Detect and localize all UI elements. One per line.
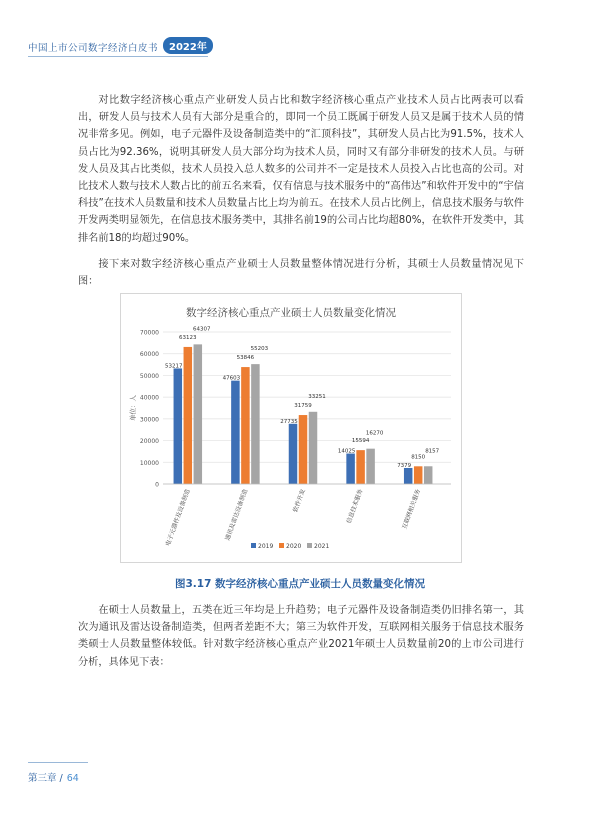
x-tick-label: 软件开发: [292, 488, 307, 514]
legend-label: 2021: [314, 543, 330, 550]
data-label: 31759: [294, 403, 312, 410]
y-tick-label: 30000: [139, 416, 159, 424]
header-divider: [28, 56, 208, 57]
y-tick-label: 60000: [139, 351, 159, 359]
figure-caption: 图3.17 数字经济核心重点产业硕士人员数量变化情况: [174, 578, 426, 590]
data-label: 55203: [250, 346, 269, 353]
x-tick-label: 互联网相关服务: [401, 488, 423, 531]
page-header: [0, 0, 600, 60]
bar-2019: [346, 454, 355, 484]
data-label: 27735: [280, 418, 298, 425]
bar-chart: [121, 294, 461, 562]
y-tick-label: 0: [155, 481, 159, 489]
y-tick-label: 50000: [139, 372, 159, 380]
data-label: 47603: [222, 375, 241, 382]
data-label: 64307: [193, 326, 211, 333]
bar-2020: [184, 347, 193, 484]
y-tick-label: 20000: [139, 438, 159, 446]
y-axis-label: 单位：人: [129, 395, 137, 421]
bar-2021: [194, 344, 203, 484]
data-label: 33251: [308, 393, 326, 400]
bar-2019: [289, 424, 298, 484]
data-label: 7379: [397, 462, 412, 469]
paragraph-1: 对比数字经济核心重点产业研发人员占比和数字经济核心重点产业技术人员占比两表可以看出，研发人员与技术人员有大部分是重合的，即同一个员工既属于研发人员又是属于技术人员的情况非常多见。例如，电子元器件及设备制造类中的“汇顶科技”，其研发人员占比为91.5%，技术人员占比为92.36%，说明其研发人员大部分均为技术人员，同时又有部分非研发的技术人员。与研发人员及其占比类似，技术人员投入总人数多的公司并不一定是技术人员投入占比也高的公司。对比技术人数与技术人数占比的前五名来看，仅有信息与技术服务中的“高伟达”和软件开发中的“宇信科技”在技术人员数量和技术人员数量占比上均为前五。在技术人员占比例上，信息技术服务与软件开发两类明显领先，在信息技术服务类中，其排名前19的公司占比均超80%，在软件开发类中，其排名前18的均超过90%。: [78, 95, 524, 244]
paragraph-3: 在硕士人员数量上，五类在近三年均是上升趋势；电子元器件及设备制造类仍旧排名第一，其次为通讯及雷达设备制造类，但两者差距不大；第三为软件开发，互联网相关服务于信息技术服务类硕士人员数量整体较低。针对数字经济核心重点产业2021年硕士人员数量前20的上市公司进行分析，具体见下表：: [78, 605, 524, 668]
chart-container: [120, 293, 462, 563]
x-tick-label: 信息技术服务: [345, 488, 365, 525]
bar-2019: [231, 381, 240, 484]
footer-divider: [28, 762, 88, 763]
data-label: 8157: [425, 448, 440, 455]
page-number: 64: [66, 773, 79, 784]
page-footer: [28, 770, 79, 784]
data-label: 53846: [236, 355, 255, 362]
footer-chapter: 第三章 /: [28, 773, 63, 784]
legend-swatch-2021: [307, 543, 312, 548]
x-tick-label: 电子元器件及设备制造: [164, 488, 192, 548]
y-tick-label: 40000: [139, 394, 159, 402]
y-tick-label: 10000: [139, 459, 159, 467]
bar-2020: [299, 415, 308, 484]
legend-label: 2019: [258, 543, 274, 550]
data-label: 53217: [165, 363, 183, 370]
bar-2021: [366, 449, 375, 484]
chart-title: 数字经济核心重点产业硕士人员数量变化情况: [186, 307, 396, 319]
bar-2021: [424, 466, 433, 484]
bar-2019: [404, 468, 413, 484]
bar-2019: [174, 368, 183, 484]
bar-2020: [241, 367, 250, 484]
x-tick-label: 通讯及雷达设备制造: [224, 488, 250, 542]
bar-2020: [414, 466, 423, 484]
data-label: 14025: [337, 448, 356, 455]
bar-2021: [309, 412, 318, 484]
legend-swatch-2019: [251, 543, 256, 548]
bar-2021: [251, 364, 260, 484]
data-label: 63123: [179, 334, 197, 341]
data-label: 16270: [365, 430, 384, 437]
data-label: 8150: [411, 454, 426, 461]
paragraph-2: 接下来对数字经济核心重点产业硕士人员数量整体情况进行分析，其硕士人员数量情况见下图：: [78, 259, 524, 288]
header-title: 中国上市公司数字经济白皮书: [28, 43, 159, 54]
data-label: 15594: [351, 438, 370, 445]
year-badge: 2022年: [163, 37, 213, 54]
bar-2020: [356, 450, 365, 484]
y-tick-label: 70000: [139, 329, 159, 337]
legend-label: 2020: [286, 543, 302, 550]
legend-swatch-2020: [279, 543, 284, 548]
